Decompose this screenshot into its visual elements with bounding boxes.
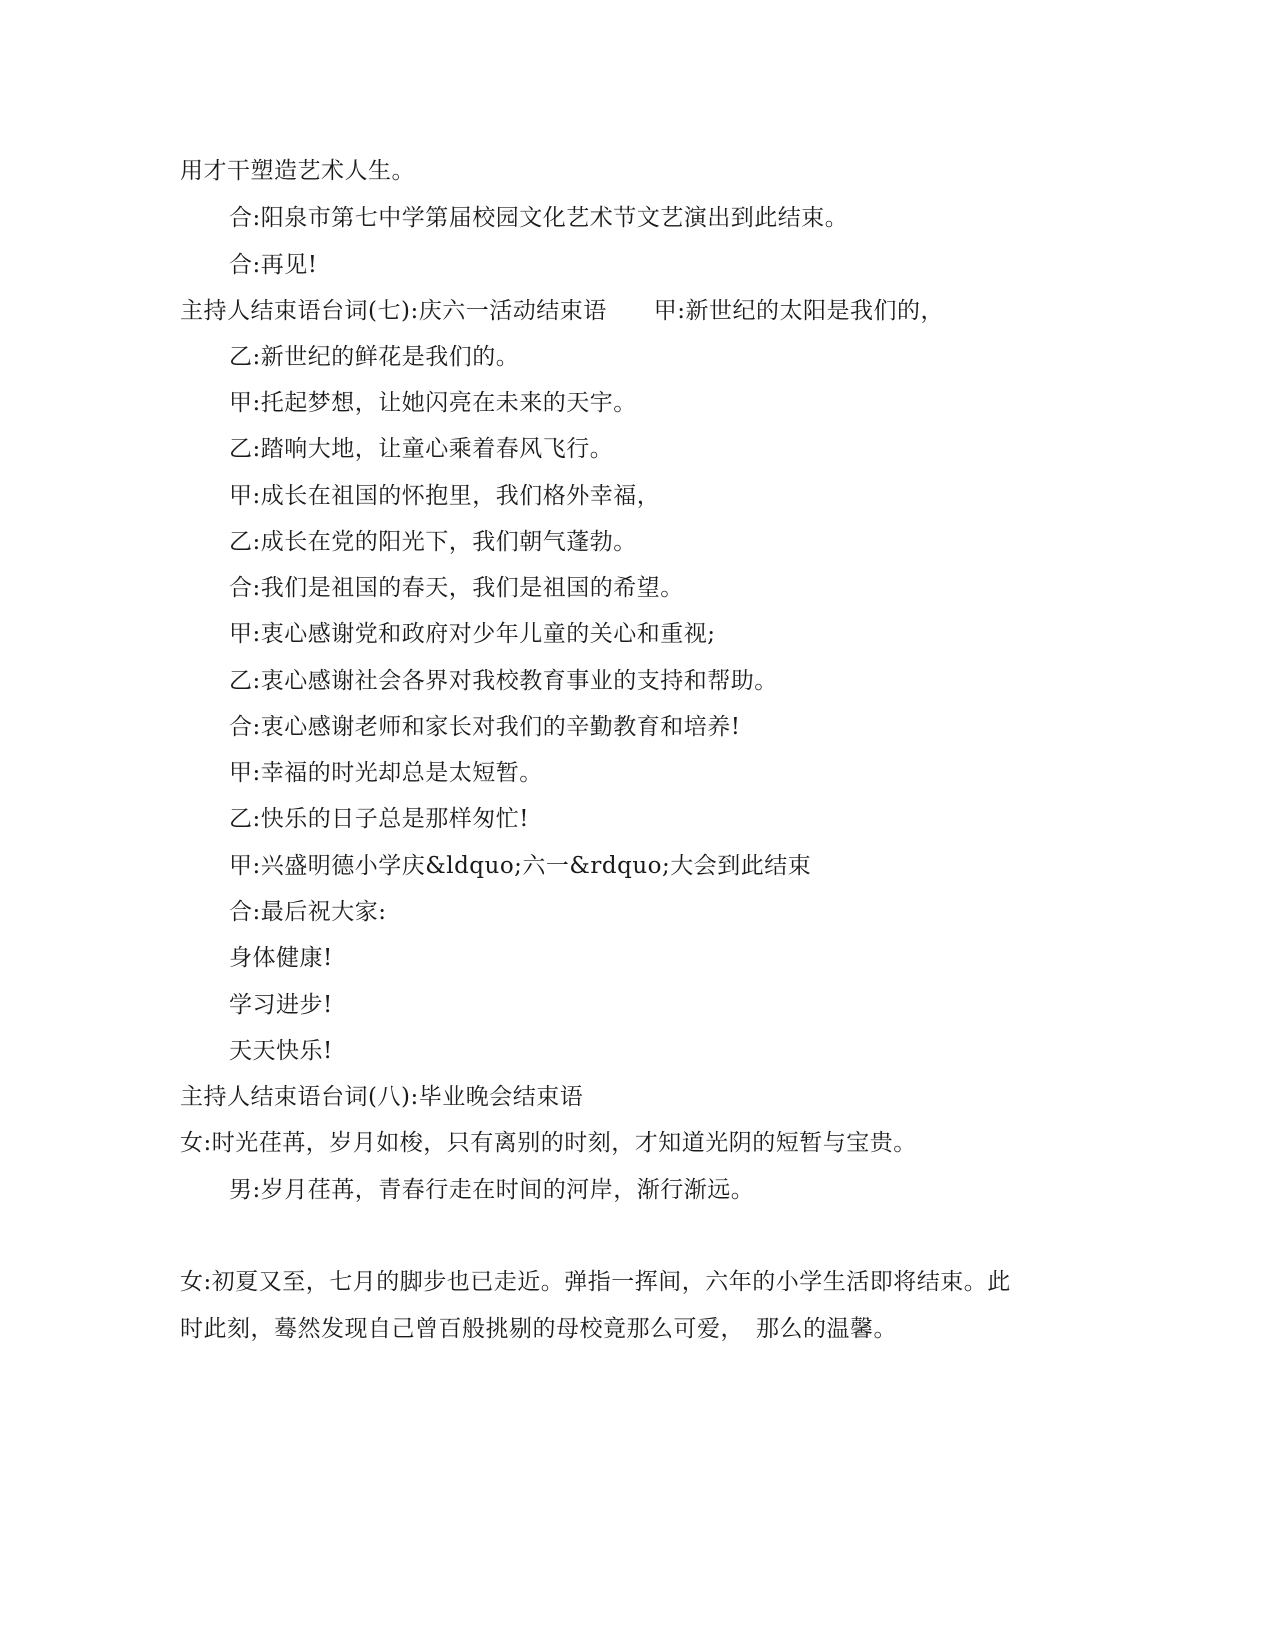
text-line: 女:时光荏苒，岁月如梭，只有离别的时刻，才知道光阴的短暂与宝贵。 [180, 1130, 917, 1156]
text-line: 甲:托起梦想，让她闪亮在未来的天宇。 [229, 390, 637, 416]
text-line: 乙:踏响大地，让童心乘着春风飞行。 [229, 436, 614, 462]
text-line: 甲:衷心感谢党和政府对少年儿童的关心和重视; [229, 621, 716, 647]
text-line: 用才干塑造艺术人生。 [180, 158, 415, 184]
text-line: 乙:成长在党的阳光下，我们朝气蓬勃。 [229, 529, 637, 555]
text-line: 时此刻，蓦然发现自己曾百般挑剔的母校竟那么可爱， 那么的温馨。 [180, 1316, 897, 1342]
text-line: 合:我们是祖国的春天，我们是祖国的希望。 [229, 575, 684, 601]
text-line: 学习进步! [229, 992, 333, 1018]
text-line: 合:阳泉市第七中学第届校园文化艺术节文艺演出到此结束。 [229, 205, 849, 231]
text-line: 天天快乐! [229, 1038, 333, 1064]
text-line: 乙:快乐的日子总是那样匆忙! [229, 806, 529, 832]
text-line: 乙:衷心感谢社会各界对我校教育事业的支持和帮助。 [229, 668, 778, 694]
text-line: 身体健康! [229, 945, 333, 971]
text-line: 甲:幸福的时光却总是太短暂。 [229, 760, 543, 786]
section-heading: 主持人结束语台词(八):毕业晚会结束语 [180, 1084, 584, 1110]
text-line: 合:衷心感谢老师和家长对我们的辛勤教育和培养! [229, 714, 741, 740]
text-line: 合:最后祝大家: [229, 899, 387, 925]
text-line: 女:初夏又至，七月的脚步也已走近。弹指一挥间，六年的小学生活即将结束。此 [180, 1269, 1011, 1295]
text-line: 男:岁月荏苒，青春行走在时间的河岸，渐行渐远。 [229, 1177, 755, 1203]
text-line: 合:再见! [229, 252, 318, 278]
text-line: 甲:成长在祖国的怀抱里，我们格外幸福， [229, 483, 661, 509]
text-line: 甲:兴盛明德小学庆&ldquo;六一&rdquo;大会到此结束 [229, 853, 812, 879]
section-heading: 主持人结束语台词(七):庆六一活动结束语 甲:新世纪的太阳是我们的， [180, 298, 944, 324]
text-line: 乙:新世纪的鲜花是我们的。 [229, 344, 520, 370]
